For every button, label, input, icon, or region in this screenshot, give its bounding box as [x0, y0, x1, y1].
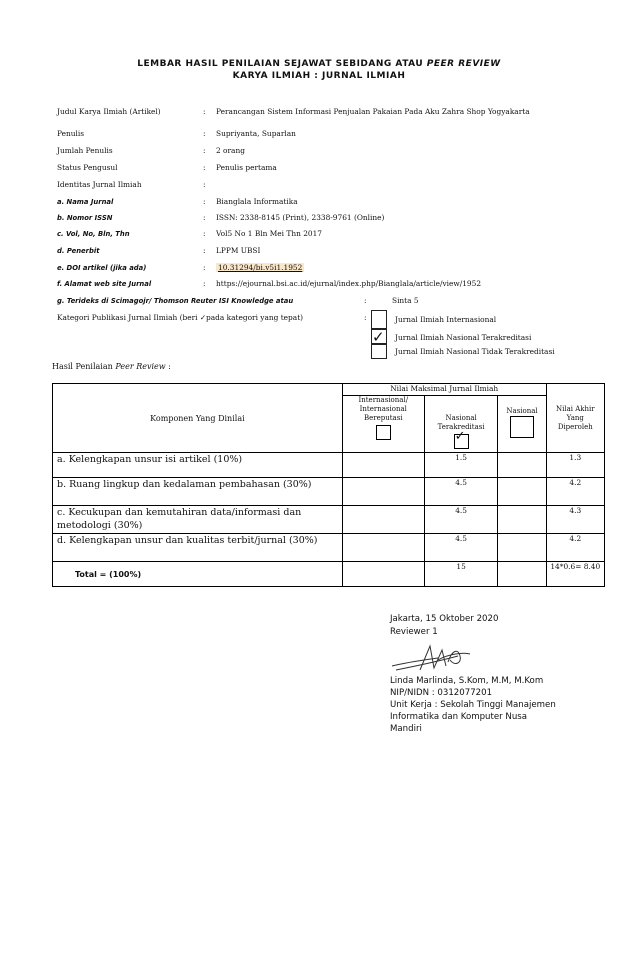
- kategori-label: Kategori Publikasi Jurnal Ilmiah (beri ✓pada kategori yang tepat): [57, 313, 304, 322]
- place-date: Jakarta, 15 Oktober 2020: [390, 614, 499, 624]
- doi-value-wrap: [216, 263, 576, 273]
- kategori-checkbox-nasional-tidak-terakreditasi[interactable]: [371, 344, 387, 359]
- total-row: [53, 562, 605, 587]
- akhir-cell: 4.3: [546, 506, 604, 534]
- komponen-header: Komponen Yang Dinilai: [53, 384, 343, 453]
- colon: :: [364, 313, 367, 322]
- status-label: Status Pengusul: [57, 163, 118, 172]
- status-value: Penulis pertama: [216, 163, 277, 172]
- reviewer-unit-line3: Mandiri: [390, 724, 422, 734]
- nasional-cell: [498, 478, 546, 506]
- reviewer-name: Linda Marlinda, S.Kom, M.M, M.Kom: [390, 676, 544, 686]
- title-italic-text: PEER REVIEW: [426, 59, 501, 69]
- internasional-header: Internasional/ Internasional Bereputasi: [358, 396, 409, 422]
- colon: :: [203, 163, 206, 172]
- colon: :: [203, 129, 206, 138]
- colon: :: [203, 107, 206, 116]
- internasional-cell: [342, 506, 424, 534]
- colon: :: [203, 246, 206, 255]
- table-row: [53, 506, 605, 534]
- total-max: 15: [424, 562, 498, 587]
- colon: :: [203, 229, 206, 238]
- komponen-cell: b. Ruang lingkup dan kedalaman pembahasan (30%): [53, 478, 343, 506]
- akhir-cell: 4.2: [546, 534, 604, 562]
- table-row: [53, 534, 605, 562]
- colon: :: [203, 180, 206, 189]
- nasional-terakreditasi-header: Nasional Terakreditasi: [437, 414, 485, 431]
- vol-label: c. Vol, No, Bln, Thn: [57, 230, 130, 238]
- reviewer-unit-line2: Informatika dan Komputer Nusa: [390, 712, 528, 722]
- nilai-akhir-header: Nilai Akhir Yang Diperoleh: [546, 384, 604, 453]
- kategori-option-label: Jurnal Ilmiah Nasional Tidak Terakreditasi: [395, 347, 555, 356]
- colon: :: [203, 279, 206, 288]
- nama-jurnal-label: a. Nama Jurnal: [57, 198, 114, 206]
- kategori-checkbox-internasional[interactable]: [371, 310, 387, 329]
- internasional-cell: [342, 453, 424, 478]
- internasional-checkbox[interactable]: [376, 425, 391, 440]
- title-text: LEMBAR HASIL PENILAIAN SEJAWAT SEBIDANG ATAU: [137, 59, 424, 69]
- internasional-header-cell: [342, 396, 424, 453]
- judul-value: Perancangan Sistem Informasi Penjualan Pakaian Pada Aku Zahra Shop Yogyakarta: [216, 107, 530, 116]
- nasional-header-cell: [498, 396, 546, 453]
- colon: :: [203, 197, 206, 206]
- colon: :: [203, 146, 206, 155]
- nilai-max-header: Nilai Maksimal Jurnal Ilmiah: [342, 384, 546, 396]
- max-cell: 4.5: [424, 478, 498, 506]
- komponen-cell: a. Kelengkapan unsur isi artikel (10%): [53, 453, 343, 478]
- doi-link[interactable]: 10.31294/bi.v5i1.1952: [218, 263, 303, 272]
- nasional-cell: [498, 506, 546, 534]
- internasional-cell: [342, 478, 424, 506]
- kategori-option-label: Jurnal Ilmiah Internasional: [395, 315, 497, 324]
- total-akhir: 14*0.6= 8.40: [546, 562, 604, 587]
- checkmark-icon: ✓: [372, 328, 385, 346]
- penilaian-table: [52, 383, 605, 587]
- doi-label: e. DOI artikel (jika ada): [57, 264, 147, 272]
- hasil-heading: [52, 362, 171, 371]
- jumlah-label: Jumlah Penulis: [57, 146, 113, 155]
- nasional-cell: [498, 453, 546, 478]
- nasional-checkbox[interactable]: [510, 416, 534, 438]
- max-cell: 4.5: [424, 534, 498, 562]
- max-cell: 1.5: [424, 453, 498, 478]
- colon: :: [203, 213, 206, 222]
- penerbit-value: LPPM UBSI: [216, 246, 261, 255]
- nasional-terakreditasi-checkbox[interactable]: [454, 429, 469, 449]
- signature-image: [388, 640, 473, 674]
- akhir-cell: 1.3: [546, 453, 604, 478]
- issn-label: b. Nomor ISSN: [57, 214, 113, 222]
- table-row: [53, 453, 605, 478]
- hasil-suffix: :: [168, 362, 171, 371]
- hasil-italic: Peer Review: [115, 362, 166, 371]
- checkmark-icon: ✓: [454, 429, 466, 444]
- kategori-option-label: Jurnal Ilmiah Nasional Terakreditasi: [395, 333, 532, 342]
- reviewer-nip: NIP/NIDN : 0312077201: [390, 688, 493, 698]
- jumlah-value: 2 orang: [216, 146, 245, 155]
- komponen-cell: c. Kecukupan dan kemutahiran data/informasi dan metodologi (30%): [53, 506, 343, 534]
- internasional-cell: [342, 562, 424, 587]
- table-row: [53, 478, 605, 506]
- page-title-line1: [0, 59, 638, 69]
- total-label: Total = (100%): [53, 562, 343, 587]
- akhir-cell: 4.2: [546, 478, 604, 506]
- penulis-label: Penulis: [57, 129, 85, 138]
- judul-label: Judul Karya Ilmiah (Artikel): [57, 107, 161, 116]
- nasional-terakreditasi-header-cell: [424, 396, 498, 453]
- penulis-value: Supriyanta, Suparlan: [216, 129, 296, 138]
- nasional-cell: [498, 534, 546, 562]
- issn-value: ISSN: 2338-8145 (Print), 2338-9761 (Online): [216, 213, 385, 222]
- alamat-label: f. Alamat web site Jurnal: [57, 280, 152, 288]
- identitas-label: Identitas Jurnal Ilmiah: [57, 180, 142, 189]
- komponen-cell: d. Kelengkapan unsur dan kualitas terbit/jurnal (30%): [53, 534, 343, 562]
- nasional-header: Nasional: [506, 407, 538, 415]
- penerbit-label: d. Penerbit: [57, 247, 100, 255]
- reviewer-role: Reviewer 1: [390, 627, 438, 637]
- nasional-cell: [498, 562, 546, 587]
- vol-value: Vol5 No 1 Bln Mei Thn 2017: [216, 229, 323, 238]
- hasil-prefix: Hasil Penilaian: [52, 362, 113, 371]
- terindeks-value: Sinta 5: [392, 296, 419, 305]
- nama-jurnal-value: Bianglala Informatika: [216, 197, 298, 206]
- alamat-value[interactable]: https://ejournal.bsi.ac.id/ejurnal/index.php/Bianglala/article/view/1952: [216, 279, 482, 288]
- max-cell: 4.5: [424, 506, 498, 534]
- page-title-line2: KARYA ILMIAH : JURNAL ILMIAH: [232, 71, 406, 81]
- kategori-checkbox-nasional-terakreditasi[interactable]: [371, 329, 387, 344]
- reviewer-unit-line1: Unit Kerja : Sekolah Tinggi Manajemen: [390, 700, 556, 710]
- colon: :: [203, 263, 206, 272]
- colon: :: [364, 296, 367, 305]
- terindeks-label: g. Terideks di Scimagojr/ Thomson Reuter ISI Knowledge atau: [57, 297, 294, 305]
- internasional-cell: [342, 534, 424, 562]
